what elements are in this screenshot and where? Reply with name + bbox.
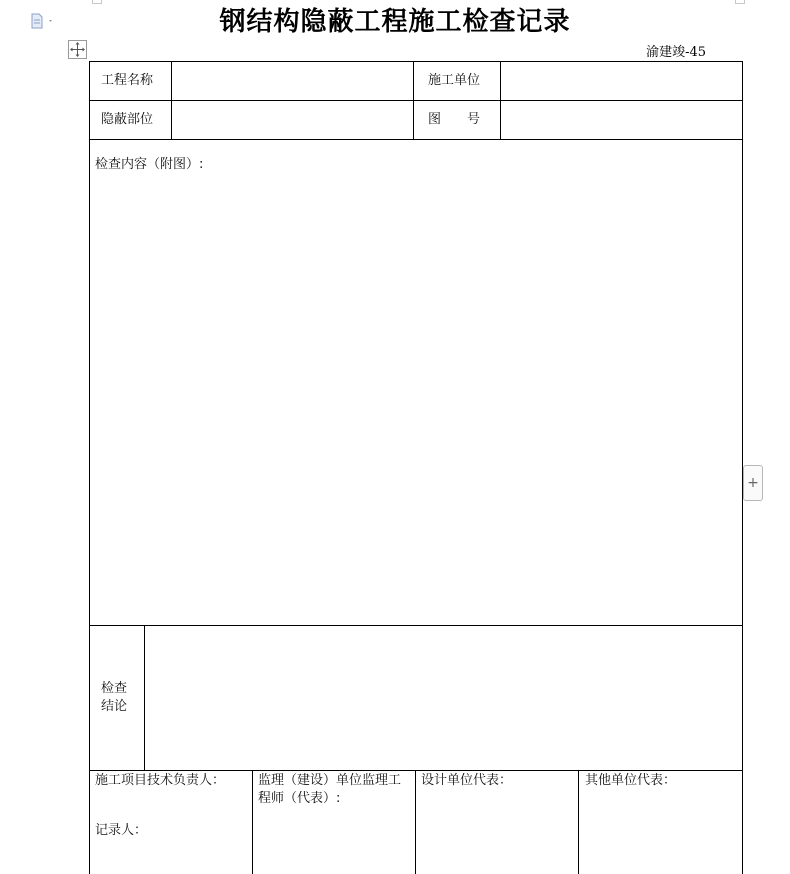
row-divider bbox=[89, 100, 743, 101]
recorder-label: 记录人： bbox=[95, 823, 148, 838]
conclusion-label-line1: 检查 bbox=[101, 681, 128, 696]
other-unit-rep-label: 其他单位代表： bbox=[585, 773, 677, 788]
table-border-left bbox=[89, 61, 90, 874]
hidden-part-label: 隐蔽部位 bbox=[101, 112, 154, 127]
inspection-content-label: 检查内容（附图）: bbox=[95, 157, 204, 172]
column-divider bbox=[415, 770, 416, 874]
column-divider bbox=[500, 61, 501, 140]
supervision-engineer-label-line1: 监理（建设）单位监理工 bbox=[258, 773, 402, 788]
table-border-top bbox=[89, 61, 743, 62]
column-divider bbox=[171, 61, 172, 140]
row-divider bbox=[89, 770, 743, 771]
column-divider bbox=[578, 770, 579, 874]
column-divider bbox=[144, 625, 145, 771]
column-divider bbox=[413, 61, 414, 140]
supervision-engineer-label-line2: 程师（代表）: bbox=[258, 791, 341, 806]
construction-tech-lead-label: 施工项目技术负责人： bbox=[95, 773, 226, 788]
conclusion-label-line2: 结论 bbox=[101, 699, 128, 714]
column-divider bbox=[252, 770, 253, 874]
row-divider bbox=[89, 625, 743, 626]
construction-unit-label: 施工单位 bbox=[428, 73, 481, 88]
inspection-content-area[interactable] bbox=[95, 180, 735, 620]
add-row-icon[interactable]: + bbox=[743, 465, 763, 501]
form-number: 渝建竣-45 bbox=[646, 45, 706, 60]
conclusion-field[interactable] bbox=[152, 632, 736, 764]
project-name-label: 工程名称 bbox=[101, 73, 154, 88]
design-unit-rep-label: 设计单位代表： bbox=[421, 773, 513, 788]
drawing-no-label: 图 号 bbox=[428, 112, 481, 127]
row-divider bbox=[89, 139, 743, 140]
page-title: 钢结构隐蔽工程施工检查记录 bbox=[219, 7, 571, 37]
move-table-icon[interactable] bbox=[68, 40, 87, 59]
